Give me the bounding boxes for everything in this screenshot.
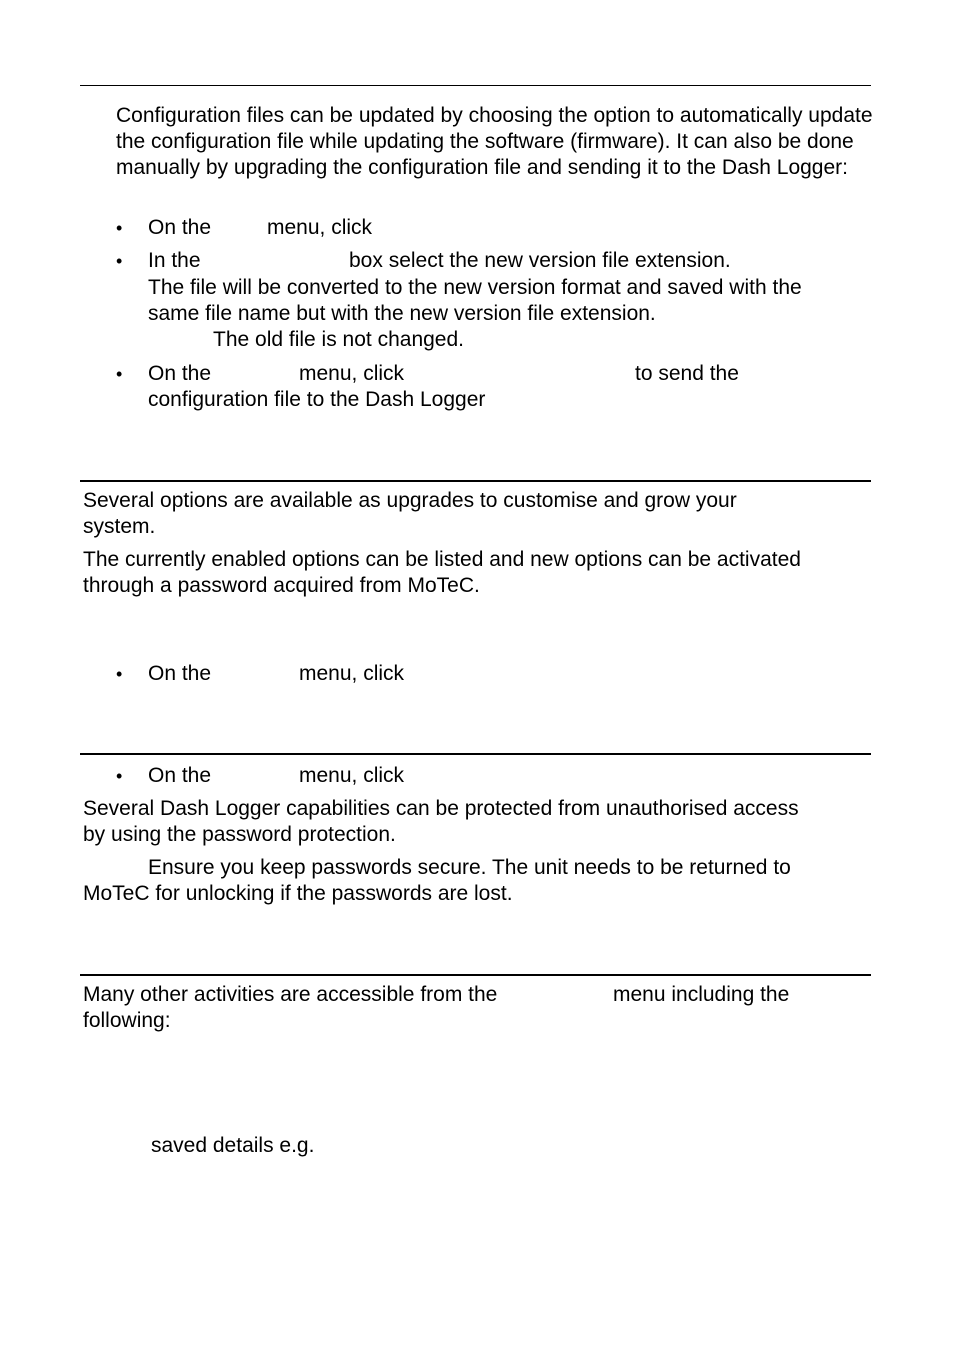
other-list-item: saved details e.g.: [151, 1134, 315, 1157]
config-intro-paragraph: Configuration files can be updated by choosing the option to automatically update the configuration file while updating the software (firmware). It can also be done manually by upgrading the configuration file and sending it to the Dash Logger:: [116, 104, 873, 179]
bullet-text-a: On the: [148, 764, 212, 787]
bullet-icon: •: [116, 766, 123, 786]
options-paragraph-1-line-1: Several options are available as upgrades to customise and grow your: [83, 489, 737, 512]
bullet-text-b: menu, click: [299, 362, 405, 385]
bullet-text-c: to send the: [635, 362, 739, 385]
config-bullet-2-note: The old file is not changed.: [213, 328, 464, 351]
bullet-text-a: On the: [148, 662, 212, 685]
config-bullet-3-continuation: configuration file to the Dash Logger: [148, 388, 486, 411]
other-paragraph-part-b: menu including the: [613, 983, 790, 1006]
other-paragraph-part-a: Many other activities are accessible from the: [83, 983, 498, 1006]
password-paragraph-line-1: Several Dash Logger capabilities can be protected from unauthorised access: [83, 797, 799, 820]
bullet-text-a: On the: [148, 216, 212, 239]
bullet-text-b: menu, click: [267, 216, 373, 239]
other-divider: [80, 974, 871, 976]
bullet-icon: •: [116, 251, 123, 271]
bullet-icon: •: [116, 664, 123, 684]
password-note-line-1: Ensure you keep passwords secure. The unit needs to be returned to: [148, 856, 791, 879]
options-paragraph-2-line-2: through a password acquired from MoTeC.: [83, 574, 480, 597]
password-divider: [80, 753, 871, 755]
bullet-text-b: menu, click: [299, 662, 405, 685]
bullet-text-b: box select the new version file extension.: [349, 249, 731, 272]
password-paragraph-line-2: by using the password protection.: [83, 823, 396, 846]
options-paragraph-1-line-2: system.: [83, 515, 156, 538]
bullet-icon: •: [116, 364, 123, 384]
bullet-icon: •: [116, 218, 123, 238]
options-divider: [80, 480, 871, 482]
other-paragraph-line-2: following:: [83, 1009, 171, 1032]
options-paragraph-2-line-1: The currently enabled options can be listed and new options can be activated: [83, 548, 801, 571]
config-bullet-2-detail-line-2: same file name but with the new version file extension.: [148, 302, 656, 325]
top-divider: [80, 85, 871, 86]
config-bullet-2-detail-line-1: The file will be converted to the new version format and saved with the: [148, 276, 802, 299]
bullet-text-b: menu, click: [299, 764, 405, 787]
password-note-line-2: MoTeC for unlocking if the passwords are lost.: [83, 882, 513, 905]
bullet-text-a: In the: [148, 249, 201, 272]
bullet-text-a: On the: [148, 362, 212, 385]
